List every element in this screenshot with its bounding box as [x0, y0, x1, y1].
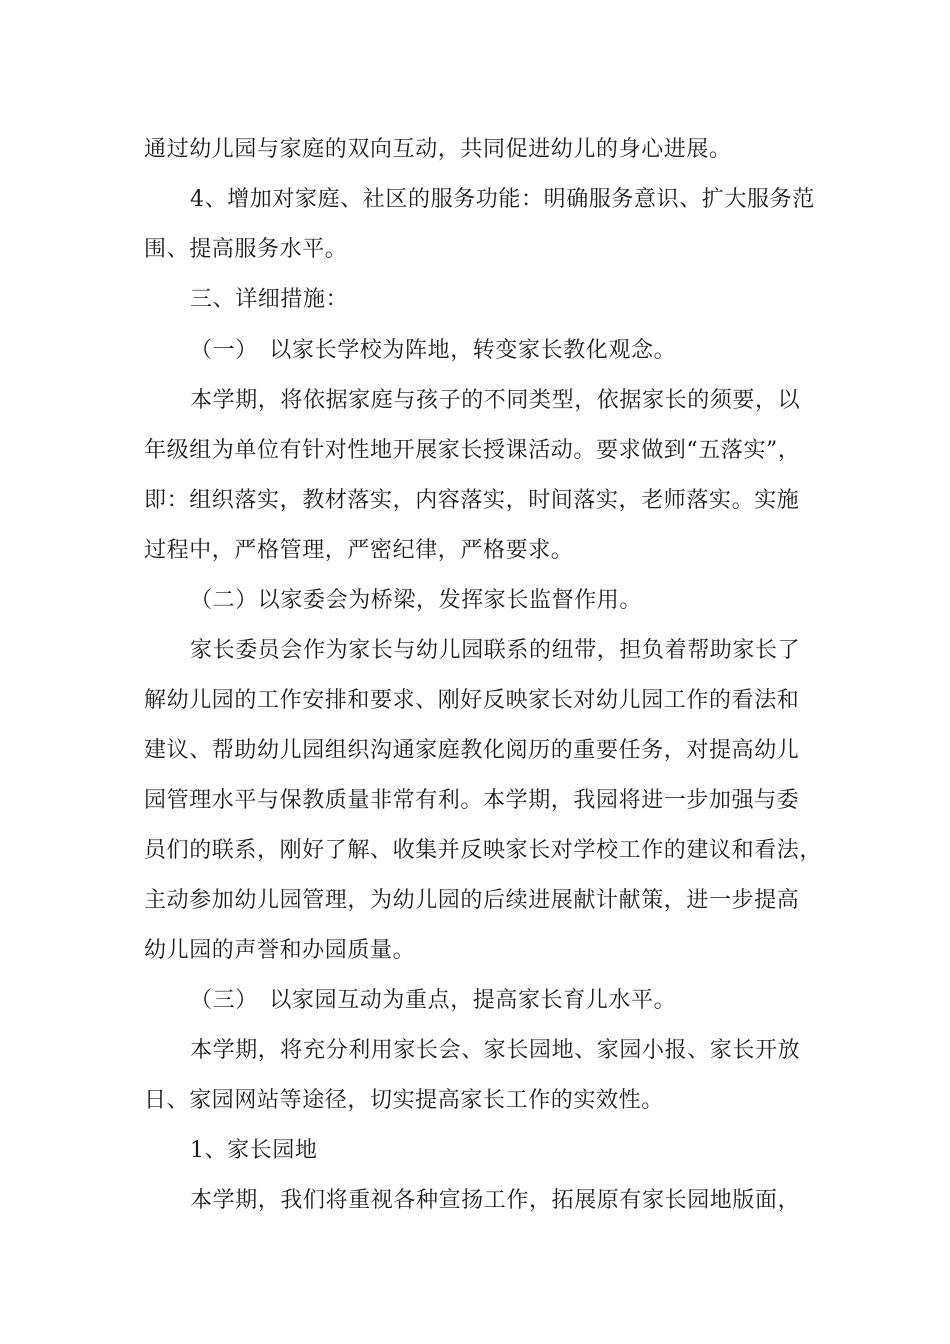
text-line: 员们的联系，刚好了解、收集并反映家长对学校工作的建议和看法， [144, 838, 823, 863]
text-line: 即：组织落实，教材落实，内容落实，时间落实，老师落实。实施 [144, 488, 800, 513]
text-line: 本学期，我们将重视各种宣扬工作，拓展原有家长园地版面， [190, 1188, 801, 1213]
text-line: 解幼儿园的工作安排和要求、刚好反映家长对幼儿园工作的看法和 [144, 688, 800, 713]
item-heading: 1、家长园地 [190, 1138, 318, 1163]
text-line: 幼儿园的声誉和办园质量。 [144, 938, 416, 963]
text-line: 建议、帮助幼儿园组织沟通家庭教化阅历的重要任务，对提高幼儿 [144, 738, 800, 763]
text-line: 年级组为单位有针对性地开展家长授课活动。要求做到“五落实”， [144, 438, 801, 463]
subsection-heading: （二）以家委会为桥梁，发挥家长监督作用。 [190, 588, 643, 613]
text-line: 本学期，将充分利用家长会、家长园地、家园小报、家长开放 [190, 1038, 801, 1063]
text-line: 围、提高服务水平。 [144, 237, 348, 262]
text-line: 通过幼儿园与家庭的双向互动，共同促进幼儿的身心进展。 [144, 137, 732, 162]
subsection-heading: （一） 以家长学校为阵地，转变家长教化观念。 [190, 338, 677, 363]
text-line: 家长委员会作为家长与幼儿园联系的纽带，担负着帮助家长了 [190, 638, 801, 663]
text-line: 日、家园网站等途径，切实提高家长工作的实效性。 [144, 1088, 664, 1113]
text-line: 园管理水平与保教质量非常有利。本学期，我园将进一步加强与委 [144, 788, 800, 813]
subsection-heading: （三） 以家园互动为重点，提高家长育儿水平。 [190, 988, 677, 1013]
section-heading: 三、详细措施： [190, 287, 349, 312]
text-line: 本学期，将依据家庭与孩子的不同类型，依据家长的须要，以 [190, 388, 801, 413]
text-line: 过程中，严格管理，严密纪律，严格要求。 [144, 538, 574, 563]
text-line: 主动参加幼儿园管理，为幼儿园的后续进展献计献策，进一步提高 [144, 888, 800, 913]
text-line: 4、增加对家庭、社区的服务功能：明确服务意识、扩大服务范 [190, 187, 815, 212]
